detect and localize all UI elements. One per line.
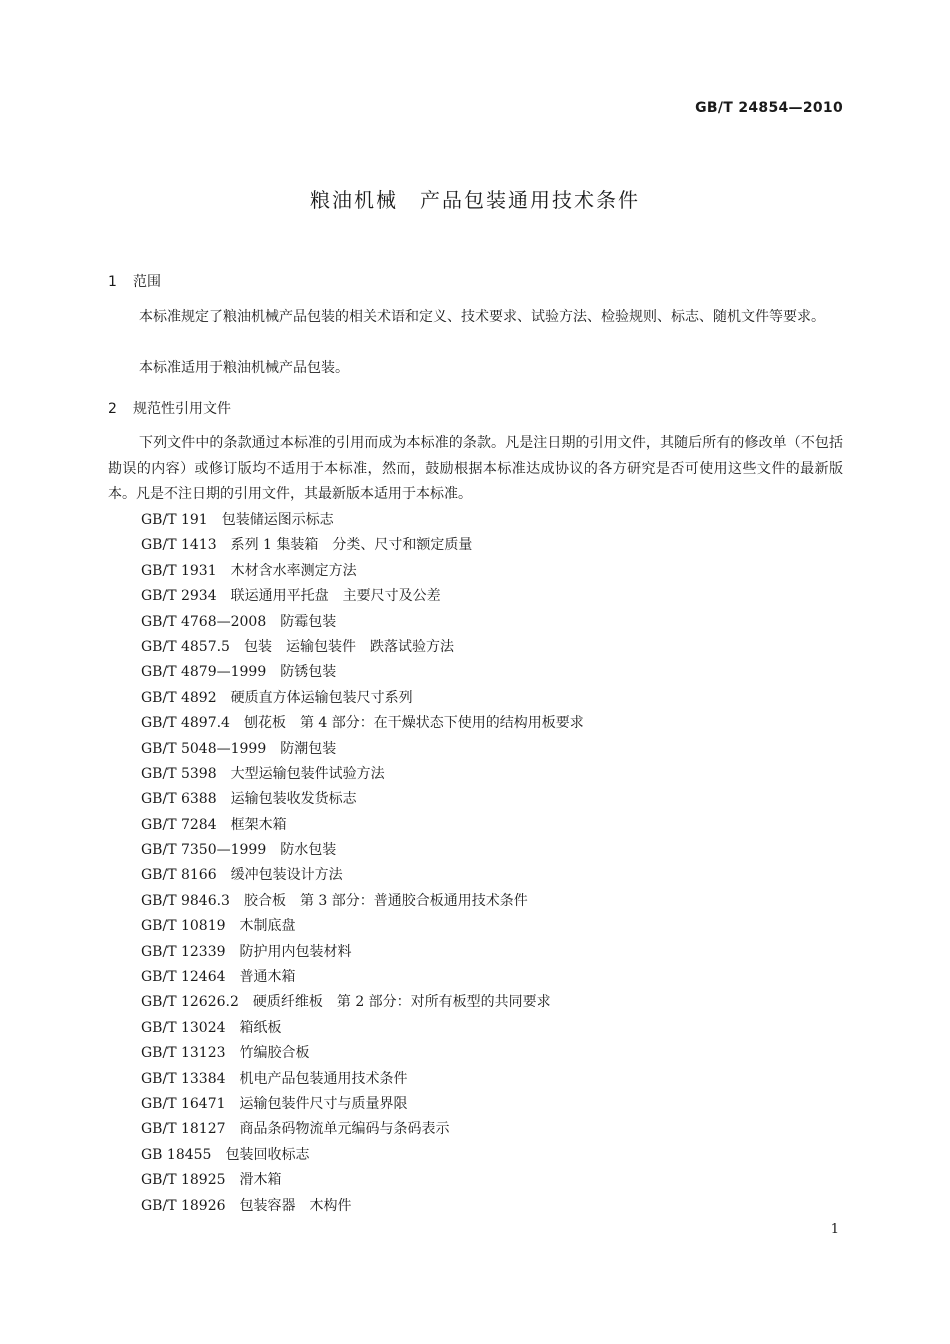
reference-item: GB/T 8166 缓冲包装设计方法 xyxy=(141,867,343,884)
page-number: 1 xyxy=(830,1222,839,1237)
reference-item: GB/T 12464 普通木箱 xyxy=(141,969,296,986)
section-title: 范围 xyxy=(133,274,161,290)
reference-item: GB/T 4897.4 刨花板 第 4 部分：在干燥状态下使用的结构用板要求 xyxy=(141,715,584,732)
reference-item: GB/T 4857.5 包装 运输包装件 跌落试验方法 xyxy=(141,638,454,655)
reference-list xyxy=(141,508,584,1219)
section-2-heading xyxy=(108,398,231,418)
reference-item: GB/T 1931 木材含水率测定方法 xyxy=(141,562,357,579)
reference-item: GB/T 1413 系列 1 集装箱 分类、尺寸和额定质量 xyxy=(141,537,473,554)
reference-item: GB/T 18926 包装容器 木构件 xyxy=(141,1197,352,1214)
section-number: 2 xyxy=(108,401,117,417)
section-title: 规范性引用文件 xyxy=(133,401,231,417)
reference-item: GB 18455 包装回收标志 xyxy=(141,1146,310,1163)
reference-item: GB/T 4879—1999 防锈包装 xyxy=(141,664,337,681)
section-number: 1 xyxy=(108,274,117,290)
reference-item: GB/T 13024 箱纸板 xyxy=(141,1019,282,1036)
document-title: 粮油机械 产品包装通用技术条件 xyxy=(310,188,640,212)
reference-item: GB/T 6388 运输包装收发货标志 xyxy=(141,791,357,808)
reference-item: GB/T 5048—1999 防潮包装 xyxy=(141,740,337,757)
scope-paragraph-1: 本标准规定了粮油机械产品包装的相关术语和定义、技术要求、试验方法、检验规则、标志、随机文件等要求。 xyxy=(139,309,825,325)
reference-item: GB/T 18925 滑木箱 xyxy=(141,1172,282,1189)
reference-item: GB/T 4892 硬质直方体运输包装尺寸系列 xyxy=(141,689,413,706)
reference-item: GB/T 9846.3 胶合板 第 3 部分：普通胶合板通用技术条件 xyxy=(141,892,528,909)
reference-item: GB/T 18127 商品条码物流单元编码与条码表示 xyxy=(141,1121,450,1138)
reference-item: GB/T 2934 联运通用平托盘 主要尺寸及公差 xyxy=(141,588,441,605)
normative-references-intro: 下列文件中的条款通过本标准的引用而成为本标准的条款。凡是注日期的引用文件，其随后所有的修改单（不包括勘误的内容）或修订版均不适用于本标准，然而，鼓励根据本标准达成协议的各方研究是否可使用这些文件的最新版本。凡是不注日期的引用文件，其最新版本适用于本标准。 xyxy=(108,435,843,502)
reference-item: GB/T 16471 运输包装件尺寸与质量界限 xyxy=(141,1095,408,1112)
reference-item: GB/T 7350—1999 防水包装 xyxy=(141,842,337,859)
reference-item: GB/T 7284 框架木箱 xyxy=(141,816,287,833)
reference-item: GB/T 10819 木制底盘 xyxy=(141,918,296,935)
scope-paragraph-2: 本标准适用于粮油机械产品包装。 xyxy=(139,360,349,376)
standard-code: GB/T 24854—2010 xyxy=(695,100,843,116)
reference-item: GB/T 5398 大型运输包装件试验方法 xyxy=(141,765,385,782)
reference-item: GB/T 12339 防护用内包装材料 xyxy=(141,943,352,960)
reference-item: GB/T 4768—2008 防霉包装 xyxy=(141,613,337,630)
reference-item: GB/T 191 包装储运图示标志 xyxy=(141,512,334,528)
reference-item: GB/T 12626.2 硬质纤维板 第 2 部分：对所有板型的共同要求 xyxy=(141,994,551,1011)
reference-item: GB/T 13123 竹编胶合板 xyxy=(141,1045,310,1062)
section-1-heading xyxy=(108,271,161,291)
reference-item: GB/T 13384 机电产品包装通用技术条件 xyxy=(141,1070,408,1087)
